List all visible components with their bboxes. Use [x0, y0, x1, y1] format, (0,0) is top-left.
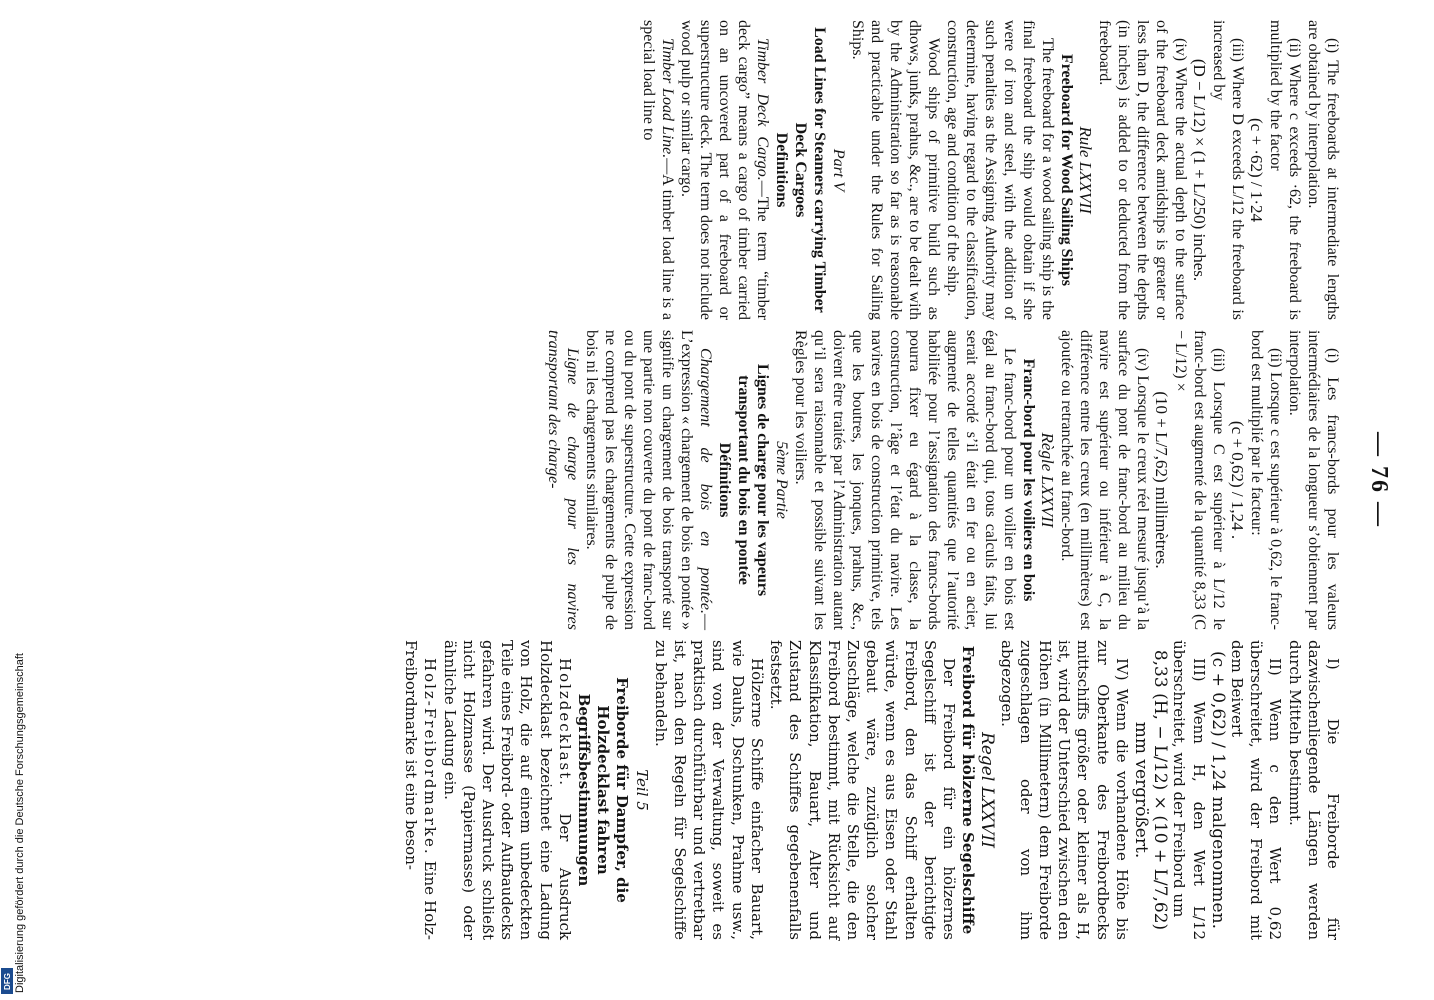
- english-column: [639, 20, 1342, 320]
- en-def-2: —A timber load line is a special load line to: [640, 20, 676, 321]
- en-term-1: Timber Deck Cargo.: [754, 38, 771, 181]
- fr-part-title: 5ème Partie: [773, 441, 790, 519]
- fr-part-heading: Lignes de charge pour les vapeurs transportant du bois en pontée: [735, 363, 771, 597]
- fr-para-4: (iv) Lorsque le creux réel mesuré jusqu’à la surface du pont de franc-bord au milieu du navire est supérieur ou inférieur à C, la différence entre les creux (en millimètres) est ajoutée ou retranchée au franc-bord.: [1058, 330, 1151, 630]
- de-def-2: Eine Holz-Freibordmarke ist eine beson-: [402, 640, 440, 940]
- fr-rule-heading: Franc-bord pour les voiliers en bois: [1020, 358, 1037, 602]
- de-para-2: II) Wenn c den Wert 0,62 überschreitet, wird der Freibord mit dem Beiwert: [1227, 640, 1285, 940]
- fr-para-3: (iii) Lorsque C est supérieur à L/12 le franc-bord est augmenté de la quantité 8,33 (C − L/12) ×: [1172, 330, 1227, 630]
- de-factor: (c + 0,62) / 1,24 malgenommen.: [1207, 651, 1228, 929]
- fr-formula: (10 + L/7,62) millimètres.: [1152, 391, 1171, 569]
- fr-definitions: Définitions: [716, 442, 733, 518]
- page-number: — 76 —: [1366, 432, 1392, 528]
- fr-para-7: [582, 330, 715, 630]
- fr-para-5: Le franc-bord pour un voilier en bois est égal au franc-bord qui, tous calculs faits, lui serait accordé s’il était en fer ou en acier, augmenté de telles quantités que l’autorité habilitée pour l’assignation des francs-bords pourra fixer eu égard à la classe, la construction, l’âge et l’état du navire. Les navires en bois de construction primitive, tels que les boutres, les jonques, prahus, &c., doivent être traités par l’Administration autant qu’il sera raisonnable et possible suivant les Règles pour les voiliers.: [792, 330, 1018, 630]
- en-rule-title: Rule LXXVII: [1076, 126, 1095, 214]
- de-part-title: Teil 5: [632, 769, 651, 811]
- de-para-5: Der Freibord für ein hölzernes Segelschiff ist der berichtigte Freibord, den das Schiff erhalten würde, wenn es aus Eisen oder Stahl gebaut wäre, zuzüglich solcher Zuschläge, welche die Stelle, die den Freibord bestimmt, mit Rücksicht auf Klassifikation, Bauart, Alter und Zustand des Schiffes gegebenenfalls festsetzt.: [767, 640, 958, 940]
- en-part-title: Part V: [830, 148, 847, 192]
- de-rule-heading: Freibord für hölzerne Segelschiffe: [959, 645, 978, 935]
- de-para-3: III) Wenn H, den Wert L/12 überschreitet, wird der Freibord um: [1170, 640, 1208, 940]
- de-term-1: Holzdecklast.: [555, 658, 574, 788]
- de-rule-title: Regel LXXVII: [977, 732, 998, 848]
- en-para-8: [639, 20, 677, 320]
- dfg-logo: [1, 968, 13, 994]
- en-para-3: (iii) Where D exceeds L/12 the freeboard is increased by: [1210, 20, 1246, 320]
- dfg-logo-text: DFG: [2, 972, 12, 990]
- fr-factor: (c + 0,62) / 1,24 .: [1228, 420, 1247, 540]
- scan-notice-strip: [0, 0, 28, 1000]
- en-def-1: —The term “timber deck cargo” means a cargo of timber carried on an uncovered part of a freeboard or superstructure deck. The term does not include wood pulp or similar cargo.: [678, 20, 771, 320]
- de-definitions: Begriffsbestimmungen: [575, 693, 594, 887]
- de-term-2: Holz-Freibordmarke.: [421, 658, 440, 856]
- en-para-1: (i) The freeboards at intermediate lengths are obtained by interpolation.: [1305, 20, 1341, 320]
- scan-notice: Digitalisierung gefördert durch die Deutsche Forschungsgemeinschaft: [14, 653, 26, 993]
- de-formula: 8,33 (H, − L/12) × (10 + L/7,62) mm vergrößert.: [1130, 649, 1171, 931]
- fr-para-1: (i) Les francs-bords pour les valeurs intermédiaires de la longueur s’obtiennent par interpolation.: [1286, 330, 1341, 630]
- fr-rule-title: Règle LXXVII: [1038, 432, 1057, 528]
- en-part-heading: Load Lines for Steamers carrying Timber Deck Cargoes: [792, 27, 828, 313]
- fr-def-1: — L’expression « chargement de bois en pontée » signifie un chargement de bois transporté sur une partie non couverte du pont de franc-bord ou du pont de superstructure. Cette expression ne comprend pas les chargements de pulpe de bois ni les chargements similaires.: [583, 330, 714, 630]
- en-term-2: Timber Load Line.: [659, 38, 676, 159]
- en-definitions: Definitions: [773, 132, 790, 208]
- en-formula: (D − L/12) × (1 + L/250) inches.: [1190, 58, 1209, 282]
- fr-para-2: (ii) Lorsque c est supérieur à 0,62, le franc-bord est multiplié par le facteur:: [1248, 330, 1284, 630]
- french-column: [544, 330, 1342, 630]
- en-para-7: [677, 20, 772, 320]
- en-rule-heading: Freeboard for Wood Sailing Ships: [1058, 53, 1075, 287]
- german-column: [401, 640, 1342, 940]
- fr-para-8: [544, 330, 582, 630]
- de-para-6: Hölzerne Schiffe einfacher Bauart, wie Dauhs, Dschunken, Prahme usw., sind von der Verwaltung, soweit es praktisch durchführbar und vertretbar ist, nach den Regeln für Segelschiffe zu behandeln.: [651, 640, 766, 940]
- de-para-7: [439, 640, 573, 940]
- en-para-5: The freeboard for a wood sailing ship is the final freeboard the ship would obtain if she were of iron and steel, with the addition of such penalties as the Assigning Authority may determine, having regard to the classification, construction, age and condition of the ship.: [944, 20, 1056, 320]
- en-para-6: Wood ships of primitive build such as dhows, junks, prahus, &c., are to be dealt with by the Administration so far as is reasonable and practicable under the Rules for Sailing Ships.: [849, 20, 942, 320]
- en-factor: (c + ·62) / 1·24: [1247, 117, 1266, 222]
- de-para-1: I) Die Freiborde für dazwischenliegende Längen werden durch Mitteln bestimmt.: [1285, 640, 1342, 940]
- de-para-8: [401, 640, 439, 940]
- de-para-4: IV) Wenn die vorhandene Höhe bis zur Oberkante des Freibordbecks mittschiffs größer oder kleiner als H, ist, wird der Unterschied zwischen den Höhen (in Millimetern) dem Freiborde zugeschlagen oder von ihm abgezogen.: [997, 640, 1131, 940]
- en-para-4: (iv) Where the actual depth to the surface of the freeboard deck amidships is greater or less than D, the difference between the depths (in inches) is added to or deducted from the freeboard.: [1096, 20, 1189, 320]
- en-para-2: (ii) Where c exceeds ·62, the freeboard is multiplied by the factor: [1267, 20, 1303, 320]
- fr-term-2: Ligne de charge pour les navires transportant des charge-: [545, 330, 581, 630]
- de-part-heading: Freiborde für Dampfer, die Holzdecklast fahren: [594, 677, 632, 903]
- fr-term-1: Chargement de bois en pontée.: [697, 348, 714, 614]
- de-def-1: Der Ausdruck Holzdecklast bezeichnet eine Ladung von Holz, die auf einem unbedeckten Teile eines Freibord- oder Aufbaudecks gefahren wird. Der Ausdruck schließt nicht Holzmasse (Papiermasse) oder ähnliche Ladung ein.: [440, 640, 574, 940]
